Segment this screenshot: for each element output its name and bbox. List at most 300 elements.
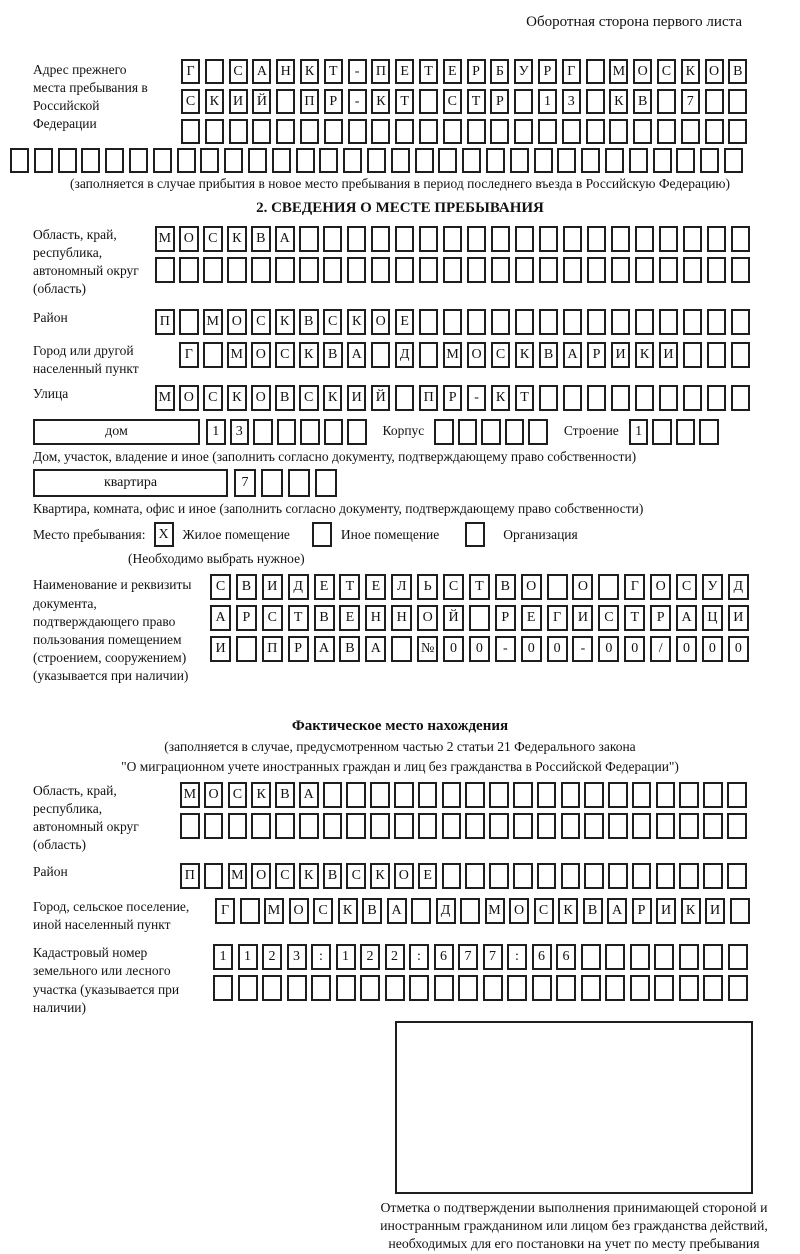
char-cell[interactable]: Ц	[702, 605, 723, 631]
char-cell[interactable]: Г	[181, 59, 200, 84]
char-cell[interactable]	[514, 89, 533, 114]
char-cell[interactable]: А	[275, 226, 295, 252]
char-cell[interactable]: О	[251, 342, 271, 368]
char-cell[interactable]: Й	[371, 385, 391, 411]
char-cell[interactable]: Р	[587, 342, 607, 368]
char-cell[interactable]: Е	[339, 605, 360, 631]
char-cell[interactable]: 1	[213, 944, 233, 970]
char-cell[interactable]: И	[572, 605, 593, 631]
char-cell[interactable]: О	[521, 574, 542, 600]
char-cell[interactable]	[491, 309, 511, 335]
char-cell[interactable]: 7	[234, 469, 256, 497]
char-cell[interactable]	[703, 975, 723, 1001]
char-cell[interactable]	[605, 975, 625, 1001]
char-cell[interactable]	[465, 863, 485, 889]
char-cell[interactable]	[676, 419, 696, 445]
char-cell[interactable]: О	[179, 226, 199, 252]
char-cell[interactable]: :	[507, 944, 527, 970]
char-cell[interactable]: С	[203, 385, 223, 411]
char-cell[interactable]	[10, 148, 29, 173]
fact-oblast-row-2[interactable]	[180, 813, 751, 839]
char-cell[interactable]: М	[227, 342, 247, 368]
char-cell[interactable]	[563, 385, 583, 411]
char-cell[interactable]: Н	[391, 605, 412, 631]
char-cell[interactable]	[532, 975, 552, 1001]
char-cell[interactable]	[385, 975, 405, 1001]
char-cell[interactable]	[391, 636, 412, 662]
char-cell[interactable]: :	[311, 944, 331, 970]
char-cell[interactable]: -	[572, 636, 593, 662]
prev-address-row-4[interactable]	[0, 148, 800, 173]
char-cell[interactable]	[659, 257, 679, 283]
char-cell[interactable]	[443, 257, 463, 283]
char-cell[interactable]	[700, 148, 719, 173]
char-cell[interactable]: Е	[314, 574, 335, 600]
char-cell[interactable]	[584, 782, 604, 808]
char-cell[interactable]	[539, 309, 559, 335]
char-cell[interactable]: Р	[288, 636, 309, 662]
kvartira-row[interactable]	[234, 469, 342, 497]
document-row-1[interactable]	[210, 574, 754, 600]
char-cell[interactable]: О	[251, 385, 271, 411]
char-cell[interactable]	[395, 119, 414, 144]
char-cell[interactable]	[205, 119, 224, 144]
char-cell[interactable]	[458, 419, 478, 445]
char-cell[interactable]	[181, 119, 200, 144]
char-cell[interactable]	[296, 148, 315, 173]
char-cell[interactable]	[467, 226, 487, 252]
char-cell[interactable]	[587, 226, 607, 252]
char-cell[interactable]	[611, 257, 631, 283]
char-cell[interactable]	[683, 342, 703, 368]
char-cell[interactable]: 0	[676, 636, 697, 662]
char-cell[interactable]	[705, 89, 724, 114]
char-cell[interactable]: 0	[598, 636, 619, 662]
char-cell[interactable]	[561, 863, 581, 889]
char-cell[interactable]	[155, 257, 175, 283]
char-cell[interactable]: -	[348, 59, 367, 84]
fact-raion-row[interactable]	[180, 863, 751, 889]
char-cell[interactable]	[277, 419, 297, 445]
char-cell[interactable]	[442, 813, 462, 839]
char-cell[interactable]: С	[228, 782, 248, 808]
char-cell[interactable]	[731, 342, 751, 368]
char-cell[interactable]	[703, 813, 723, 839]
char-cell[interactable]: Т	[469, 574, 490, 600]
char-cell[interactable]	[394, 782, 414, 808]
char-cell[interactable]: О	[371, 309, 391, 335]
char-cell[interactable]	[683, 226, 703, 252]
char-cell[interactable]: -	[495, 636, 516, 662]
char-cell[interactable]	[513, 782, 533, 808]
char-cell[interactable]: И	[728, 605, 749, 631]
char-cell[interactable]	[679, 975, 699, 1001]
char-cell[interactable]	[563, 226, 583, 252]
char-cell[interactable]	[486, 148, 505, 173]
char-cell[interactable]	[443, 226, 463, 252]
char-cell[interactable]: М	[443, 342, 463, 368]
char-cell[interactable]: О	[227, 309, 247, 335]
char-cell[interactable]	[204, 863, 224, 889]
char-cell[interactable]	[676, 148, 695, 173]
char-cell[interactable]	[443, 309, 463, 335]
char-cell[interactable]: Р	[490, 89, 509, 114]
char-cell[interactable]	[605, 944, 625, 970]
char-cell[interactable]: К	[338, 898, 358, 924]
char-cell[interactable]	[707, 226, 727, 252]
char-cell[interactable]	[371, 342, 391, 368]
char-cell[interactable]: К	[323, 385, 343, 411]
char-cell[interactable]	[276, 119, 295, 144]
residence-type-checkbox-org[interactable]	[465, 522, 485, 547]
prev-address-row-1[interactable]	[181, 59, 752, 84]
char-cell[interactable]: Г	[547, 605, 568, 631]
char-cell[interactable]	[515, 226, 535, 252]
dom-number-row[interactable]	[206, 419, 371, 445]
char-cell[interactable]: 3	[287, 944, 307, 970]
char-cell[interactable]: Г	[624, 574, 645, 600]
char-cell[interactable]: К	[681, 59, 700, 84]
char-cell[interactable]	[299, 226, 319, 252]
char-cell[interactable]	[469, 605, 490, 631]
char-cell[interactable]	[563, 257, 583, 283]
residence-type-checkbox-zhiloe[interactable]: X	[154, 522, 174, 547]
char-cell[interactable]: 3	[562, 89, 581, 114]
char-cell[interactable]: О	[572, 574, 593, 600]
char-cell[interactable]	[443, 119, 462, 144]
char-cell[interactable]: Д	[395, 342, 415, 368]
char-cell[interactable]: К	[251, 782, 271, 808]
char-cell[interactable]: 0	[624, 636, 645, 662]
char-cell[interactable]	[105, 148, 124, 173]
char-cell[interactable]	[598, 574, 619, 600]
char-cell[interactable]: Г	[215, 898, 235, 924]
char-cell[interactable]	[418, 813, 438, 839]
char-cell[interactable]: К	[205, 89, 224, 114]
char-cell[interactable]: Р	[467, 59, 486, 84]
char-cell[interactable]	[586, 89, 605, 114]
char-cell[interactable]: В	[583, 898, 603, 924]
char-cell[interactable]	[656, 782, 676, 808]
char-cell[interactable]	[272, 148, 291, 173]
char-cell[interactable]	[288, 469, 310, 497]
char-cell[interactable]	[683, 385, 703, 411]
char-cell[interactable]: В	[299, 309, 319, 335]
char-cell[interactable]	[346, 813, 366, 839]
char-cell[interactable]	[556, 975, 576, 1001]
char-cell[interactable]	[203, 342, 223, 368]
char-cell[interactable]: М	[609, 59, 628, 84]
char-cell[interactable]	[460, 898, 480, 924]
char-cell[interactable]	[513, 813, 533, 839]
char-cell[interactable]: К	[635, 342, 655, 368]
char-cell[interactable]	[415, 148, 434, 173]
char-cell[interactable]: Р	[495, 605, 516, 631]
char-cell[interactable]	[248, 148, 267, 173]
char-cell[interactable]	[394, 813, 414, 839]
char-cell[interactable]	[411, 898, 431, 924]
char-cell[interactable]	[434, 975, 454, 1001]
char-cell[interactable]	[153, 148, 172, 173]
char-cell[interactable]	[561, 813, 581, 839]
char-cell[interactable]	[347, 226, 367, 252]
char-cell[interactable]	[587, 385, 607, 411]
char-cell[interactable]: 0	[547, 636, 568, 662]
char-cell[interactable]	[319, 148, 338, 173]
char-cell[interactable]: Г	[179, 342, 199, 368]
char-cell[interactable]: О	[204, 782, 224, 808]
char-cell[interactable]	[324, 119, 343, 144]
char-cell[interactable]: 1	[238, 944, 258, 970]
char-cell[interactable]	[348, 119, 367, 144]
char-cell[interactable]	[505, 419, 525, 445]
char-cell[interactable]: О	[417, 605, 438, 631]
char-cell[interactable]: К	[347, 309, 367, 335]
char-cell[interactable]: /	[650, 636, 671, 662]
char-cell[interactable]: Й	[443, 605, 464, 631]
char-cell[interactable]	[654, 944, 674, 970]
char-cell[interactable]	[336, 975, 356, 1001]
char-cell[interactable]: К	[227, 385, 247, 411]
char-cell[interactable]: Д	[728, 574, 749, 600]
char-cell[interactable]	[584, 813, 604, 839]
char-cell[interactable]: П	[155, 309, 175, 335]
char-cell[interactable]: А	[210, 605, 231, 631]
kadastr-row-2[interactable]	[213, 975, 752, 1001]
char-cell[interactable]	[458, 975, 478, 1001]
char-cell[interactable]	[371, 119, 390, 144]
gorod-row[interactable]	[179, 342, 755, 368]
char-cell[interactable]: У	[702, 574, 723, 600]
char-cell[interactable]	[633, 119, 652, 144]
char-cell[interactable]	[537, 813, 557, 839]
char-cell[interactable]	[229, 119, 248, 144]
char-cell[interactable]: С	[443, 574, 464, 600]
char-cell[interactable]: А	[314, 636, 335, 662]
char-cell[interactable]	[177, 148, 196, 173]
char-cell[interactable]: М	[203, 309, 223, 335]
char-cell[interactable]: Ь	[417, 574, 438, 600]
char-cell[interactable]	[557, 148, 576, 173]
char-cell[interactable]	[462, 148, 481, 173]
char-cell[interactable]: В	[495, 574, 516, 600]
char-cell[interactable]	[727, 863, 747, 889]
char-cell[interactable]: Б	[490, 59, 509, 84]
char-cell[interactable]	[489, 782, 509, 808]
char-cell[interactable]	[262, 975, 282, 1001]
char-cell[interactable]: С	[299, 385, 319, 411]
char-cell[interactable]	[581, 148, 600, 173]
char-cell[interactable]	[587, 257, 607, 283]
char-cell[interactable]: М	[155, 226, 175, 252]
char-cell[interactable]: К	[515, 342, 535, 368]
char-cell[interactable]	[227, 257, 247, 283]
char-cell[interactable]: 2	[262, 944, 282, 970]
char-cell[interactable]	[34, 148, 53, 173]
char-cell[interactable]: У	[514, 59, 533, 84]
char-cell[interactable]	[395, 226, 415, 252]
char-cell[interactable]	[315, 469, 337, 497]
char-cell[interactable]: 1	[629, 419, 649, 445]
char-cell[interactable]	[703, 944, 723, 970]
char-cell[interactable]: К	[371, 89, 390, 114]
char-cell[interactable]	[681, 119, 700, 144]
char-cell[interactable]: Р	[443, 385, 463, 411]
char-cell[interactable]	[515, 257, 535, 283]
char-cell[interactable]: К	[300, 59, 319, 84]
char-cell[interactable]: В	[275, 385, 295, 411]
char-cell[interactable]	[608, 863, 628, 889]
char-cell[interactable]: 7	[458, 944, 478, 970]
char-cell[interactable]	[276, 89, 295, 114]
char-cell[interactable]: Т	[288, 605, 309, 631]
char-cell[interactable]	[724, 148, 743, 173]
fact-gorod-row[interactable]	[215, 898, 754, 924]
char-cell[interactable]	[629, 148, 648, 173]
char-cell[interactable]: Е	[521, 605, 542, 631]
korpus-row[interactable]	[434, 419, 552, 445]
char-cell[interactable]	[395, 257, 415, 283]
char-cell[interactable]: С	[275, 342, 295, 368]
char-cell[interactable]	[587, 309, 607, 335]
char-cell[interactable]	[238, 975, 258, 1001]
char-cell[interactable]: Р	[236, 605, 257, 631]
char-cell[interactable]	[179, 309, 199, 335]
char-cell[interactable]	[409, 975, 429, 1001]
char-cell[interactable]	[728, 89, 747, 114]
char-cell[interactable]: 0	[702, 636, 723, 662]
char-cell[interactable]: П	[371, 59, 390, 84]
char-cell[interactable]	[608, 782, 628, 808]
char-cell[interactable]	[679, 863, 699, 889]
char-cell[interactable]: К	[227, 226, 247, 252]
char-cell[interactable]: О	[179, 385, 199, 411]
char-cell[interactable]	[275, 813, 295, 839]
char-cell[interactable]	[652, 419, 672, 445]
char-cell[interactable]	[513, 863, 533, 889]
char-cell[interactable]: С	[251, 309, 271, 335]
char-cell[interactable]: М	[155, 385, 175, 411]
char-cell[interactable]	[632, 863, 652, 889]
char-cell[interactable]	[343, 148, 362, 173]
char-cell[interactable]	[442, 863, 462, 889]
document-row-2[interactable]	[210, 605, 754, 631]
char-cell[interactable]	[728, 944, 748, 970]
char-cell[interactable]	[514, 119, 533, 144]
char-cell[interactable]: А	[299, 782, 319, 808]
char-cell[interactable]	[707, 257, 727, 283]
char-cell[interactable]: Т	[395, 89, 414, 114]
char-cell[interactable]: А	[365, 636, 386, 662]
char-cell[interactable]	[323, 813, 343, 839]
char-cell[interactable]: 1	[538, 89, 557, 114]
document-row-3[interactable]	[210, 636, 754, 662]
char-cell[interactable]	[608, 813, 628, 839]
char-cell[interactable]	[581, 944, 601, 970]
char-cell[interactable]: Л	[391, 574, 412, 600]
char-cell[interactable]	[635, 226, 655, 252]
char-cell[interactable]	[438, 148, 457, 173]
char-cell[interactable]	[324, 419, 344, 445]
char-cell[interactable]	[465, 782, 485, 808]
char-cell[interactable]	[699, 419, 719, 445]
oblast-row-1[interactable]	[155, 226, 755, 252]
char-cell[interactable]	[300, 419, 320, 445]
char-cell[interactable]	[562, 119, 581, 144]
char-cell[interactable]: А	[563, 342, 583, 368]
char-cell[interactable]: С	[346, 863, 366, 889]
char-cell[interactable]: О	[650, 574, 671, 600]
char-cell[interactable]	[586, 59, 605, 84]
char-cell[interactable]	[311, 975, 331, 1001]
char-cell[interactable]	[581, 975, 601, 1001]
char-cell[interactable]	[391, 148, 410, 173]
char-cell[interactable]	[371, 257, 391, 283]
char-cell[interactable]	[539, 226, 559, 252]
char-cell[interactable]: Й	[252, 89, 271, 114]
char-cell[interactable]	[528, 419, 548, 445]
char-cell[interactable]: В	[633, 89, 652, 114]
char-cell[interactable]: Д	[288, 574, 309, 600]
char-cell[interactable]: В	[362, 898, 382, 924]
char-cell[interactable]	[251, 257, 271, 283]
char-cell[interactable]: 7	[483, 944, 503, 970]
char-cell[interactable]	[224, 148, 243, 173]
char-cell[interactable]: В	[728, 59, 747, 84]
kadastr-row-1[interactable]	[213, 944, 752, 970]
char-cell[interactable]: И	[659, 342, 679, 368]
char-cell[interactable]	[727, 782, 747, 808]
char-cell[interactable]: С	[491, 342, 511, 368]
char-cell[interactable]	[419, 89, 438, 114]
char-cell[interactable]: В	[339, 636, 360, 662]
char-cell[interactable]: О	[509, 898, 529, 924]
char-cell[interactable]	[705, 119, 724, 144]
char-cell[interactable]: 6	[434, 944, 454, 970]
char-cell[interactable]: К	[491, 385, 511, 411]
char-cell[interactable]: К	[609, 89, 628, 114]
char-cell[interactable]: С	[313, 898, 333, 924]
char-cell[interactable]	[481, 419, 501, 445]
char-cell[interactable]: Г	[562, 59, 581, 84]
char-cell[interactable]	[253, 419, 273, 445]
char-cell[interactable]	[467, 119, 486, 144]
char-cell[interactable]	[81, 148, 100, 173]
char-cell[interactable]	[418, 782, 438, 808]
char-cell[interactable]	[419, 309, 439, 335]
char-cell[interactable]	[537, 863, 557, 889]
char-cell[interactable]	[515, 309, 535, 335]
char-cell[interactable]: М	[228, 863, 248, 889]
char-cell[interactable]	[563, 309, 583, 335]
raion-row[interactable]	[155, 309, 755, 335]
char-cell[interactable]: К	[299, 342, 319, 368]
char-cell[interactable]	[200, 148, 219, 173]
char-cell[interactable]	[261, 469, 283, 497]
char-cell[interactable]: Т	[324, 59, 343, 84]
char-cell[interactable]	[299, 257, 319, 283]
char-cell[interactable]	[679, 944, 699, 970]
char-cell[interactable]	[707, 385, 727, 411]
char-cell[interactable]: Т	[419, 59, 438, 84]
char-cell[interactable]	[539, 257, 559, 283]
char-cell[interactable]	[537, 782, 557, 808]
char-cell[interactable]: 3	[230, 419, 250, 445]
char-cell[interactable]: В	[314, 605, 335, 631]
stroenie-row[interactable]	[629, 419, 723, 445]
char-cell[interactable]	[659, 226, 679, 252]
residence-type-checkbox-inoe[interactable]	[312, 522, 332, 547]
